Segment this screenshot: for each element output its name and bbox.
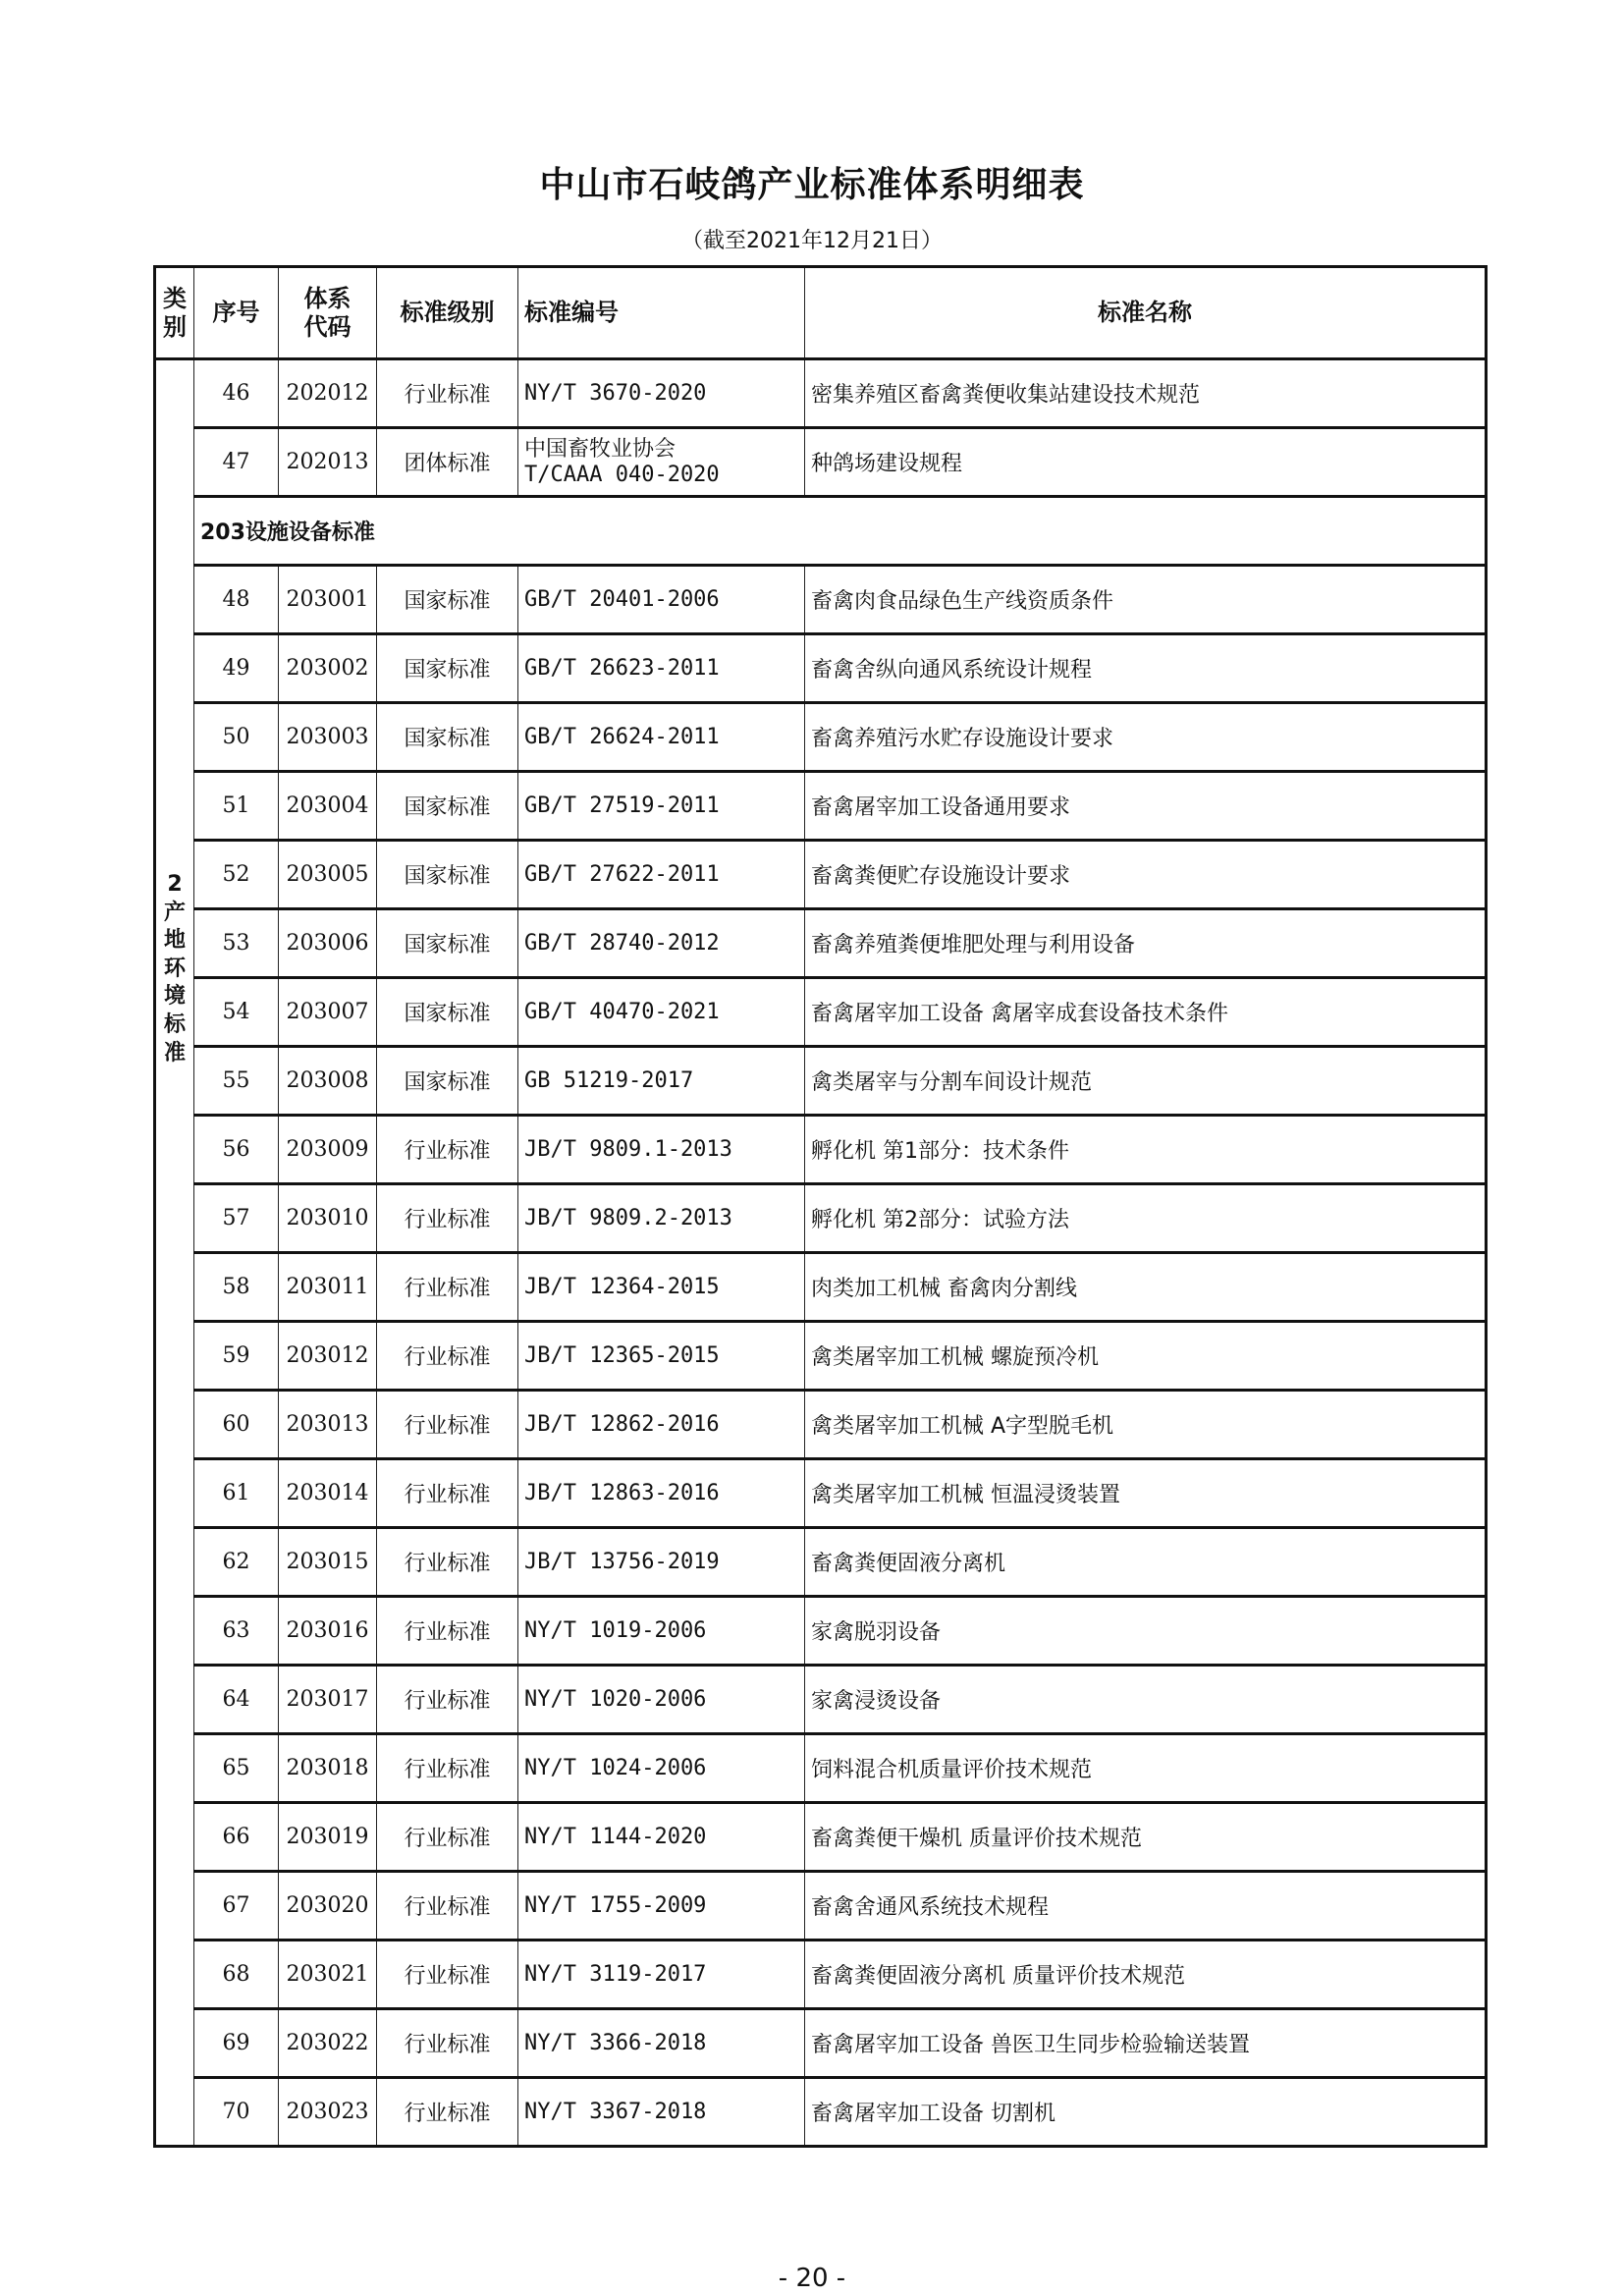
table-row	[155, 1322, 1487, 1391]
row-level: 国家标准	[377, 703, 518, 772]
table-row	[155, 2078, 1487, 2147]
row-no: 55	[194, 1047, 279, 1116]
row-no: 50	[194, 703, 279, 772]
row-no: 59	[194, 1322, 279, 1391]
row-no: 57	[194, 1184, 279, 1253]
row-name: 孵化机 第1部分：技术条件	[805, 1116, 1487, 1184]
row-level: 国家标准	[377, 772, 518, 841]
row-level: 行业标准	[377, 2009, 518, 2078]
row-number: JB/T 12863-2016	[518, 1459, 805, 1528]
row-number: NY/T 1019-2006	[518, 1597, 805, 1666]
row-code: 203005	[279, 841, 377, 909]
table-row	[155, 1184, 1487, 1253]
table-row	[155, 359, 1487, 428]
row-number: NY/T 1755-2009	[518, 1872, 805, 1941]
row-name: 禽类屠宰与分割车间设计规范	[805, 1047, 1487, 1116]
row-code: 203008	[279, 1047, 377, 1116]
row-code: 203009	[279, 1116, 377, 1184]
row-level: 行业标准	[377, 1666, 518, 1734]
row-name: 畜禽养殖污水贮存设施设计要求	[805, 703, 1487, 772]
row-code: 203022	[279, 2009, 377, 2078]
row-name: 禽类屠宰加工机械 恒温浸烫装置	[805, 1459, 1487, 1528]
row-number: NY/T 3366-2018	[518, 2009, 805, 2078]
row-code: 203021	[279, 1941, 377, 2009]
row-no: 51	[194, 772, 279, 841]
row-level: 行业标准	[377, 1872, 518, 1941]
row-number: JB/T 13756-2019	[518, 1528, 805, 1597]
row-number: GB/T 40470-2021	[518, 978, 805, 1047]
row-code: 203023	[279, 2078, 377, 2147]
row-level: 国家标准	[377, 841, 518, 909]
row-number: NY/T 3367-2018	[518, 2078, 805, 2147]
row-name: 畜禽屠宰加工设备通用要求	[805, 772, 1487, 841]
row-name: 禽类屠宰加工机械 A字型脱毛机	[805, 1391, 1487, 1459]
row-code: 203006	[279, 909, 377, 978]
row-number: GB 51219-2017	[518, 1047, 805, 1116]
row-code: 203015	[279, 1528, 377, 1597]
row-no: 67	[194, 1872, 279, 1941]
row-no: 49	[194, 634, 279, 703]
table-row	[155, 1459, 1487, 1528]
page-subtitle: （截至2021年12月21日）	[681, 229, 943, 253]
row-code: 203019	[279, 1803, 377, 1872]
row-level: 行业标准	[377, 1941, 518, 2009]
row-name: 畜禽肉食品绿色生产线资质条件	[805, 566, 1487, 634]
table-row	[155, 703, 1487, 772]
row-code: 203001	[279, 566, 377, 634]
row-level: 行业标准	[377, 1391, 518, 1459]
row-no: 61	[194, 1459, 279, 1528]
table-row	[155, 1116, 1487, 1184]
row-code: 203011	[279, 1253, 377, 1322]
table-row	[155, 428, 1487, 497]
row-number: GB/T 27622-2011	[518, 841, 805, 909]
row-number: JB/T 9809.2-2013	[518, 1184, 805, 1253]
header-category-text: 类别	[163, 284, 187, 341]
header-level: 标准级别	[377, 267, 518, 359]
row-name: 禽类屠宰加工机械 螺旋预冷机	[805, 1322, 1487, 1391]
row-code: 203018	[279, 1734, 377, 1803]
row-number: NY/T 3119-2017	[518, 1941, 805, 2009]
row-code: 203017	[279, 1666, 377, 1734]
row-number: NY/T 1024-2006	[518, 1734, 805, 1803]
header-name: 标准名称	[805, 267, 1487, 359]
row-level: 团体标准	[377, 428, 518, 497]
row-name: 孵化机 第2部分：试验方法	[805, 1184, 1487, 1253]
row-name: 畜禽粪便干燥机 质量评价技术规范	[805, 1803, 1487, 1872]
table-row	[155, 1047, 1487, 1116]
row-no: 69	[194, 2009, 279, 2078]
table-row	[155, 1391, 1487, 1459]
row-name: 畜禽舍通风系统技术规程	[805, 1872, 1487, 1941]
table-row	[155, 1666, 1487, 1734]
table-row	[155, 1734, 1487, 1803]
row-name: 畜禽屠宰加工设备 兽医卫生同步检验输送装置	[805, 2009, 1487, 2078]
row-code: 203010	[279, 1184, 377, 1253]
table-row	[155, 1872, 1487, 1941]
row-no: 65	[194, 1734, 279, 1803]
table-row	[155, 1803, 1487, 1872]
row-name: 畜禽粪便贮存设施设计要求	[805, 841, 1487, 909]
row-no: 62	[194, 1528, 279, 1597]
page-number: - 20 -	[778, 2264, 846, 2293]
row-name: 家禽脱羽设备	[805, 1597, 1487, 1666]
category-label: 2产地环境标准	[164, 872, 187, 1066]
row-no: 48	[194, 566, 279, 634]
row-number: GB/T 26623-2011	[518, 634, 805, 703]
row-level: 行业标准	[377, 2078, 518, 2147]
row-number: JB/T 12365-2015	[518, 1322, 805, 1391]
row-name: 畜禽舍纵向通风系统设计规程	[805, 634, 1487, 703]
row-name: 家禽浸烫设备	[805, 1666, 1487, 1734]
row-level: 行业标准	[377, 359, 518, 428]
row-no: 52	[194, 841, 279, 909]
row-level: 行业标准	[377, 1597, 518, 1666]
row-no: 53	[194, 909, 279, 978]
category-cell	[155, 359, 194, 2147]
row-name: 畜禽屠宰加工设备 切割机	[805, 2078, 1487, 2147]
row-name: 畜禽粪便固液分离机	[805, 1528, 1487, 1597]
table-row	[155, 841, 1487, 909]
row-number: GB/T 27519-2011	[518, 772, 805, 841]
row-no: 64	[194, 1666, 279, 1734]
row-no: 58	[194, 1253, 279, 1322]
row-code: 203007	[279, 978, 377, 1047]
table-row	[155, 1597, 1487, 1666]
row-level: 行业标准	[377, 1322, 518, 1391]
row-level: 行业标准	[377, 1734, 518, 1803]
row-no: 46	[194, 359, 279, 428]
row-number: NY/T 1144-2020	[518, 1803, 805, 1872]
page-title: 中山市石岐鸽产业标准体系明细表	[539, 165, 1085, 205]
table-row	[155, 2009, 1487, 2078]
row-code: 203004	[279, 772, 377, 841]
row-code: 202012	[279, 359, 377, 428]
row-code: 202013	[279, 428, 377, 497]
row-level: 行业标准	[377, 1528, 518, 1597]
table-row	[155, 1941, 1487, 2009]
row-code: 203002	[279, 634, 377, 703]
table-row	[155, 1528, 1487, 1597]
standards-table	[153, 265, 1488, 2148]
row-number: GB/T 26624-2011	[518, 703, 805, 772]
row-name: 种鸽场建设规程	[805, 428, 1487, 497]
row-name: 畜禽养殖粪便堆肥处理与利用设备	[805, 909, 1487, 978]
header-code	[279, 267, 377, 359]
row-number-line2: T/CAAA 040-2020	[524, 462, 720, 487]
row-level: 行业标准	[377, 1459, 518, 1528]
header-category	[155, 267, 194, 359]
row-number: JB/T 12862-2016	[518, 1391, 805, 1459]
row-level: 国家标准	[377, 909, 518, 978]
row-name: 密集养殖区畜禽粪便收集站建设技术规范	[805, 359, 1487, 428]
row-number	[518, 428, 805, 497]
row-level: 行业标准	[377, 1184, 518, 1253]
row-name: 畜禽屠宰加工设备 禽屠宰成套设备技术条件	[805, 978, 1487, 1047]
row-number: NY/T 1020-2006	[518, 1666, 805, 1734]
row-code: 203020	[279, 1872, 377, 1941]
table-row	[155, 566, 1487, 634]
row-name: 饲料混合机质量评价技术规范	[805, 1734, 1487, 1803]
row-number-line1: 中国畜牧业协会	[524, 437, 677, 463]
row-no: 68	[194, 1941, 279, 2009]
header-code-text: 体系代码	[303, 284, 352, 341]
row-code: 203014	[279, 1459, 377, 1528]
row-no: 47	[194, 428, 279, 497]
row-name: 畜禽粪便固液分离机 质量评价技术规范	[805, 1941, 1487, 2009]
header-number: 标准编号	[518, 267, 805, 359]
table-row	[155, 1253, 1487, 1322]
row-no: 63	[194, 1597, 279, 1666]
row-level: 行业标准	[377, 1116, 518, 1184]
row-no: 60	[194, 1391, 279, 1459]
row-no: 54	[194, 978, 279, 1047]
row-no: 70	[194, 2078, 279, 2147]
row-level: 行业标准	[377, 1253, 518, 1322]
row-number: JB/T 12364-2015	[518, 1253, 805, 1322]
row-level: 国家标准	[377, 978, 518, 1047]
section-title: 203设施设备标准	[194, 497, 1487, 566]
table-row	[155, 909, 1487, 978]
row-code: 203016	[279, 1597, 377, 1666]
table-row	[155, 772, 1487, 841]
row-level: 行业标准	[377, 1803, 518, 1872]
row-level: 国家标准	[377, 634, 518, 703]
row-number: GB/T 20401-2006	[518, 566, 805, 634]
row-level: 国家标准	[377, 566, 518, 634]
header-no: 序号	[194, 267, 279, 359]
row-code: 203013	[279, 1391, 377, 1459]
section-row	[155, 497, 1487, 566]
row-no: 56	[194, 1116, 279, 1184]
row-number: JB/T 9809.1-2013	[518, 1116, 805, 1184]
row-no: 66	[194, 1803, 279, 1872]
row-number: NY/T 3670-2020	[518, 359, 805, 428]
row-name: 肉类加工机械 畜禽肉分割线	[805, 1253, 1487, 1322]
table-row	[155, 634, 1487, 703]
row-code: 203003	[279, 703, 377, 772]
row-level: 国家标准	[377, 1047, 518, 1116]
table-row	[155, 978, 1487, 1047]
header-row	[155, 267, 1487, 359]
row-number: GB/T 28740-2012	[518, 909, 805, 978]
row-code: 203012	[279, 1322, 377, 1391]
